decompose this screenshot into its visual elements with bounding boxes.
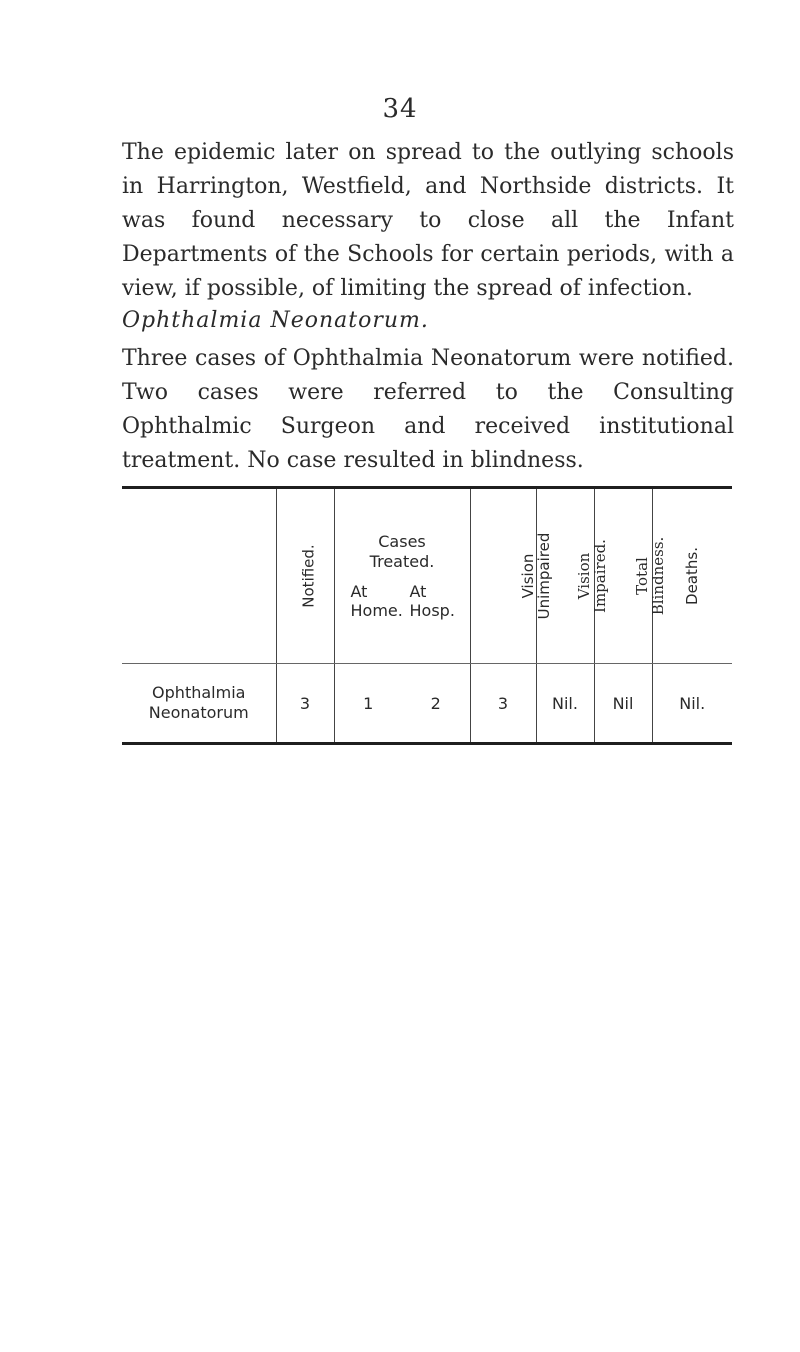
table-row bbox=[122, 664, 732, 743]
table-header-row bbox=[122, 489, 732, 664]
header-deaths bbox=[652, 489, 732, 664]
header-notified-label: Notified. bbox=[299, 544, 318, 608]
header-vision-unimpaired-label: Vision Unimpaired bbox=[518, 532, 553, 619]
row-label bbox=[122, 664, 276, 743]
ophthalmia-table bbox=[122, 486, 732, 745]
cell-vision-impaired: Nil. bbox=[536, 664, 594, 743]
row-label-line2: Neonatorum bbox=[148, 703, 249, 722]
ophthalmia-data-table bbox=[122, 489, 732, 742]
cell-deaths: Nil. bbox=[652, 664, 732, 743]
header-vision-impaired bbox=[536, 489, 609, 664]
section-title: Ophthalmia Neonatorum. bbox=[122, 308, 429, 333]
header-cases-treated bbox=[334, 489, 470, 664]
header-empty bbox=[122, 489, 276, 664]
paragraph-ophthalmia: Three cases of Ophthalmia Neonatorum were notified. Two cases were referred to the Consulting Ophthalmic Surgeon and received institutional treatment. No case resulted in blindness. bbox=[122, 346, 734, 473]
header-vision-unimpaired bbox=[470, 489, 553, 664]
paragraph-epidemic: The epidemic later on spread to the outlying schools in Harrington, Westfield, and Northside districts. It was found necessary to close all the Infant Departments of the Schools for certain periods, with a view, if possible, of limiting the spread of infection. bbox=[122, 140, 734, 301]
cell-at-home: 1 bbox=[363, 693, 374, 713]
header-deaths-label: Deaths. bbox=[683, 547, 702, 605]
header-cases-treated-label: Cases Treated. bbox=[369, 532, 435, 571]
header-at-hosp: At Hosp. bbox=[409, 582, 455, 620]
header-total-blindness-label: Total Blindness. bbox=[632, 536, 667, 615]
cell-at-hosp: 2 bbox=[430, 693, 441, 713]
cell-vision-unimpaired: 3 bbox=[470, 664, 536, 743]
header-total-blindness bbox=[594, 489, 667, 664]
cell-notified: 3 bbox=[276, 664, 334, 743]
page-number: 34 bbox=[382, 94, 418, 124]
header-notified bbox=[276, 489, 334, 664]
row-label-line1: Ophthalmia bbox=[152, 683, 246, 702]
table-bottom-rule bbox=[122, 742, 732, 745]
cell-total-blindness: Nil bbox=[594, 664, 652, 743]
header-at-home: At Home. bbox=[350, 582, 403, 620]
cell-cases-treated bbox=[334, 664, 470, 743]
header-vision-impaired-label: Vision Impaired. bbox=[574, 538, 609, 613]
